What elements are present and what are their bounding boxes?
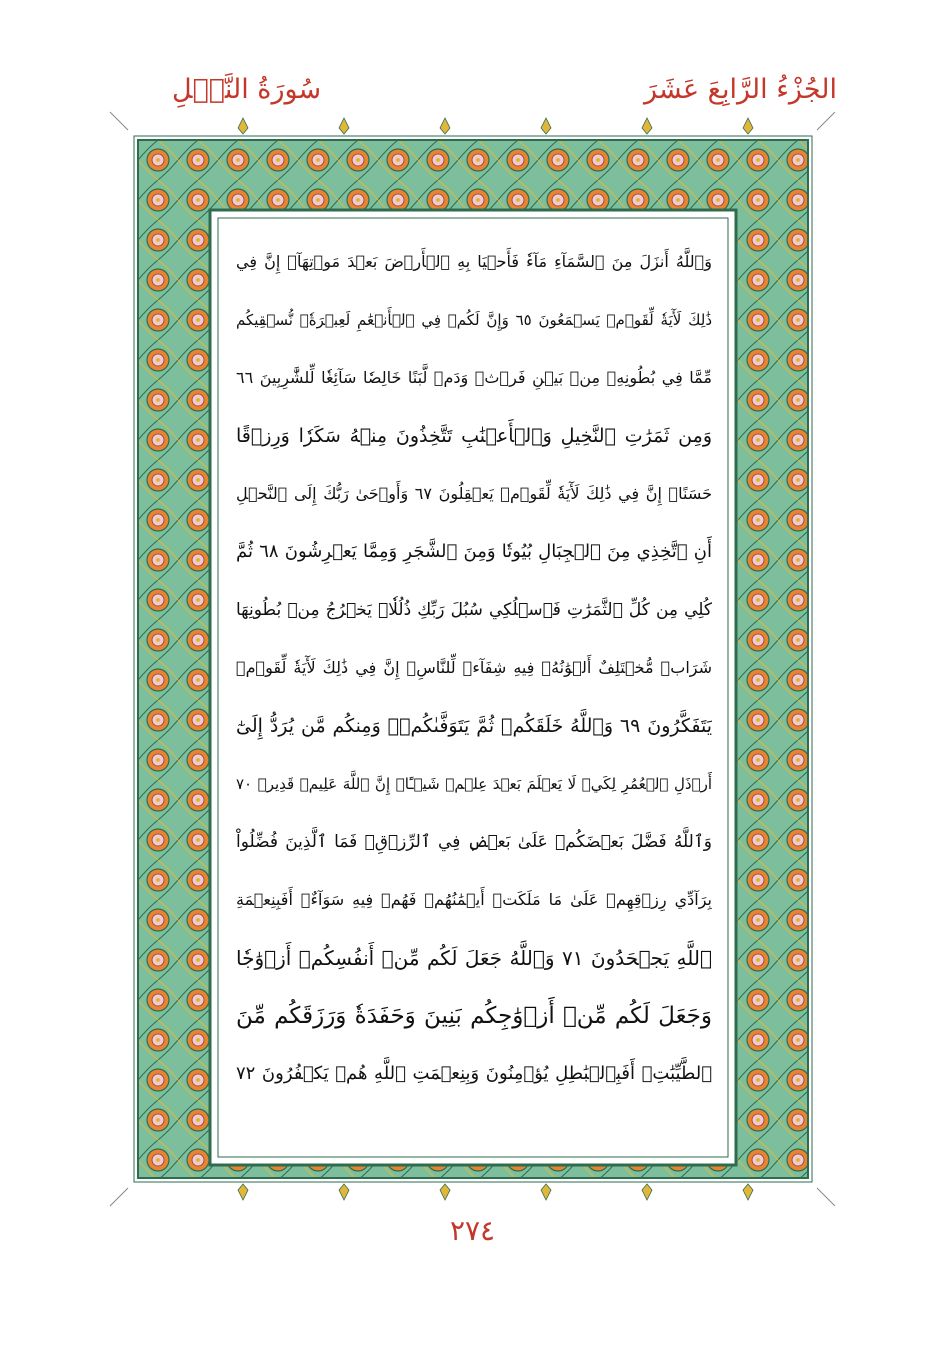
page-number: ٢٧٤ <box>449 1214 496 1247</box>
verse-line: كُلِي مِن كُلِّ ٱلثَّمَرَٰتِ فَٱسۡلُكِي سُبُلَ رَبِّكِ ذُلُلٗاۚ يَخۡرُجُ مِنۢ بُطُونِهَا <box>236 600 712 620</box>
surah-title: سُورَةُ النَّحۡلِ <box>172 74 322 105</box>
verse-line: حَسَنًاۚ إِنَّ فِي ذَٰلِكَ لَأٓيَةٗ لِّقَوۡمٖ يَعۡقِلُونَ ٦٧ وَأَوۡحَىٰ رَبُّكَ إِلَى ٱلنَّحۡلِ <box>236 484 712 503</box>
verse-line: أَنِ ٱتَّخِذِي مِنَ ٱلۡجِبَالِ بُيُوتٗا وَمِنَ ٱلشَّجَرِ وَمِمَّا يَعۡرِشُونَ ٦٨ ثُمَّ <box>236 541 712 562</box>
verse-line: ذَٰلِكَ لَأٓيَةٗ لِّقَوۡمٖ يَسۡمَعُونَ ٦٥ وَإِنَّ لَكُمۡ فِي ٱلۡأَنۡعَٰمِ لَعِبۡرَةٗۖ نُّسۡقِيكُم <box>236 311 712 329</box>
verse-line: شَرَابٞ مُّخۡتَلِفٌ أَلۡوَٰنُهُۥ فِيهِ شِفَآءٞ لِّلنَّاسِۚ إِنَّ فِي ذَٰلِكَ لَأٓيَةٗ لِّقَوۡمٖ <box>236 658 712 677</box>
verse-line: ٱللَّهِ يَجۡحَدُونَ ٧١ وَٱللَّهُ جَعَلَ لَكُم مِّنۡ أَنفُسِكُمۡ أَزۡوَٰجٗا <box>236 946 712 970</box>
verse-line: وَمِن ثَمَرَٰتِ ٱلنَّخِيلِ وَٱلۡأَعۡنَٰبِ تَتَّخِذُونَ مِنۡهُ سَكَرٗا وَرِزۡقًا <box>236 425 712 447</box>
verse-line: وَٱللَّهُ فَضَّلَ بَعۡضَكُمۡ عَلَىٰ بَعۡضٖ فِي ٱلرِّزۡقِۚ فَمَا ٱلَّذِينَ فُضِّلُواْ <box>236 832 712 852</box>
verse-line: وَجَعَلَ لَكُم مِّنۡ أَزۡوَٰجِكُم بَنِينَ وَحَفَدَةٗ وَرَزَقَكُم مِّنَ <box>236 1003 712 1029</box>
verse-line: ٱلطَّيِّبَٰتِۚ أَفَبِٱلۡبَٰطِلِ يُؤۡمِنُونَ وَبِنِعۡمَتِ ٱللَّهِ هُمۡ يَكۡفُرُونَ ٧٢ <box>236 1063 712 1084</box>
verse-line: مِّمَّا فِي بُطُونِهِۦ مِنۢ بَيۡنِ فَرۡثٖ وَدَمٖ لَّبَنًا خَالِصٗا سَآئِغٗا لِّلشَّٰرِبِينَ ٦٦ <box>236 368 712 387</box>
verse-line: بِرَآدِّي رِزۡقِهِمۡ عَلَىٰ مَا مَلَكَتۡ أَيۡمَٰنُهُمۡ فَهُمۡ فِيهِ سَوَآءٌۚ أَفَبِنِعۡمَةِ <box>236 890 712 909</box>
juz-title: الجُزْءُ الرَّابِعَ عَشَرَ <box>643 74 837 105</box>
verse-line: أَرۡذَلِ ٱلۡعُمُرِ لِكَيۡ لَا يَعۡلَمَ بَعۡدَ عِلۡمٖ شَيۡـًٔاۚ إِنَّ ٱللَّهَ عَلِيمٞ قَدِيرٞ ٧٠ <box>236 775 712 793</box>
verse-line: وَٱللَّهُ أَنزَلَ مِنَ ٱلسَّمَآءِ مَآءٗ فَأَحۡيَا بِهِ ٱلۡأَرۡضَ بَعۡدَ مَوۡتِهَآۚ إِنَّ فِي <box>236 252 712 271</box>
verse-line: يَتَفَكَّرُونَ ٦٩ وَٱللَّهُ خَلَقَكُمۡ ثُمَّ يَتَوَفَّىٰكُمۡۚ وَمِنكُم مَّن يُرَدُّ إِلَىٰٓ <box>236 715 712 737</box>
